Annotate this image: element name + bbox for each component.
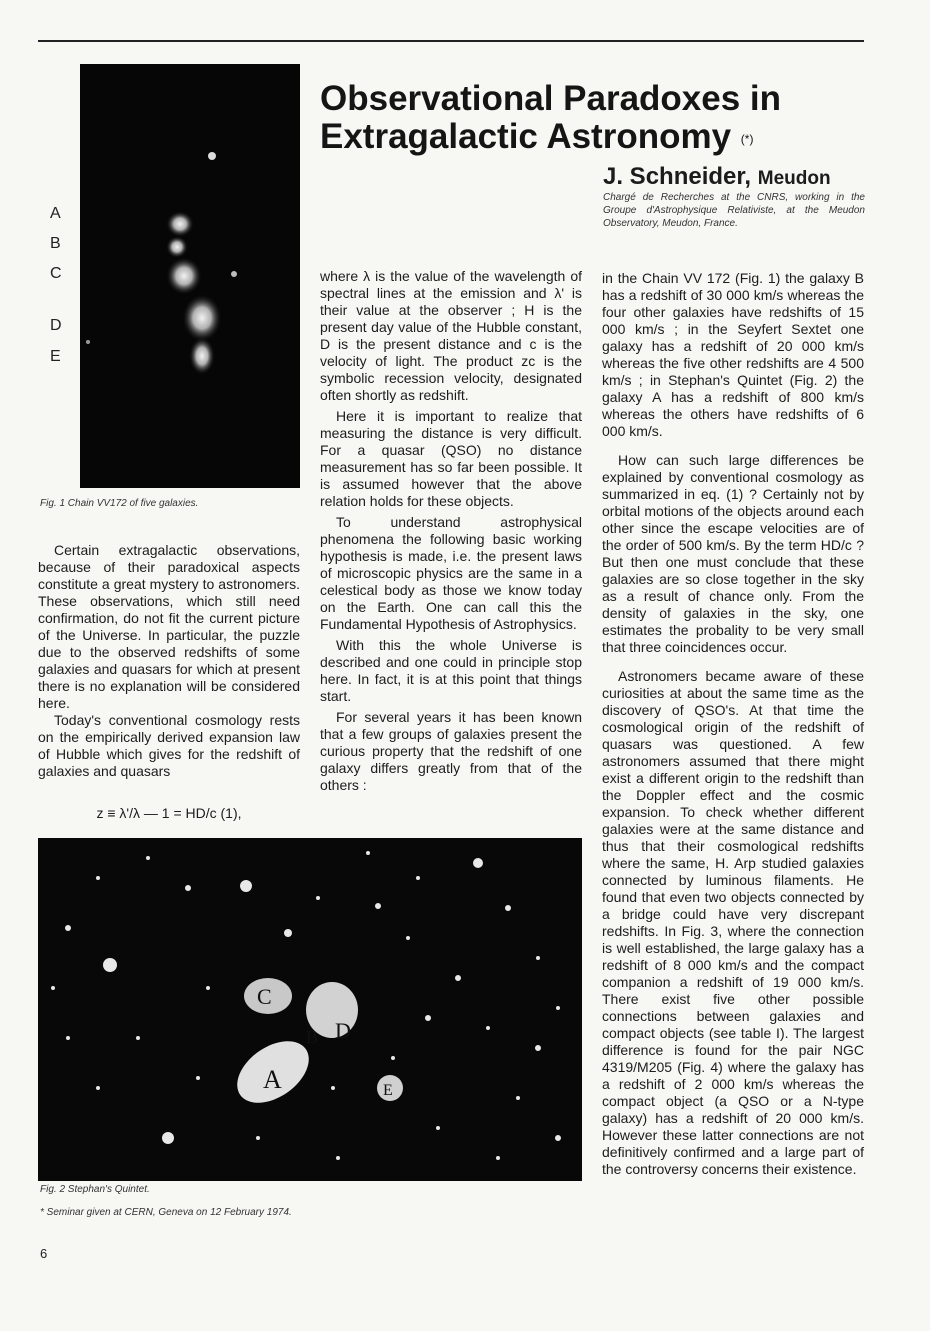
figure1-label-c: C (50, 265, 62, 282)
figure1-label-d: D (50, 317, 62, 334)
right-column (602, 270, 864, 1178)
figure2-label-c: C (257, 984, 272, 1009)
author-line (603, 163, 831, 191)
paragraph: Certain extragalactic observations, because of their paradoxical aspects constitute a great mystery to astronomers. These observations, which still need confirmation, do not fit the current picture of the Universe. In particular, the puzzle due to the observed redshifts of some galaxies and quasars for which at present there is no explanation will be considered here. (38, 542, 300, 711)
author-location: Meudon (757, 168, 831, 189)
footnote: * Seminar given at CERN, Geneva on 12 February 1974. (40, 1207, 292, 1218)
middle-column (320, 268, 582, 794)
star-field (51, 851, 561, 1160)
figure2-label-d: D (335, 1018, 351, 1043)
figure1-label-e: E (50, 348, 61, 365)
figure2-label-e: E (383, 1082, 393, 1099)
figure2-label-a: A (263, 1065, 282, 1094)
figure1-label-a: A (50, 205, 61, 222)
left-column (38, 542, 300, 780)
author-name: J. Schneider, (603, 163, 752, 190)
hubble-equation: z ≡ λ'/λ — 1 = HD/c (1), (96, 805, 242, 821)
paragraph: How can such large differences be explained by conventional cosmology as summarized in eq. (1) ? Certainly not by orbital motions of the objects around each other since the escape velocities are of the order of 500 km/s. By the term HD/c ? But then one must conclude that these galaxies are so close together in the sky as a result of chance only. From the density of galaxies in the sky, one estimates the probality to be very small that three coincidences occur. (602, 452, 864, 655)
page-number: 6 (40, 1246, 48, 1261)
figure1-caption: Fig. 1 Chain VV172 of five galaxies. (40, 498, 199, 509)
figure1-label-b: B (50, 235, 61, 252)
paragraph: With this the whole Universe is described and one could in principle stop here. In fact, it is at this point that things start. (320, 637, 582, 704)
article-title: Observational Paradoxes in Extragalactic Astronomy (*) (320, 79, 782, 156)
paragraph: in the Chain VV 172 (Fig. 1) the galaxy B has a redshift of 30 000 km/s whereas the four other galaxies have redshifts of 15 000 km/s ; in the Seyfert Sextet one galaxy has a redshift of 20 000 km/s whereas the five other redshifts are 4 500 km/s ; in Stephan's Quintet (Fig. 2) the galaxy A has a redshift of 800 km/s whereas the others have redshifts of 6 000 km/s. (602, 270, 864, 439)
paragraph: For several years it has been known that a few groups of galaxies present the curious property that the redshift of one galaxy differs greatly from that of the others : (320, 709, 582, 793)
author-affiliation: Chargé de Recherches at the CNRS, working in the Groupe d'Astrophysique Relativiste, at the Meudon Observatory, Meudon, France. (603, 192, 865, 229)
stephans-quintet-image (38, 838, 582, 1181)
figure2-label-b: B (306, 1027, 319, 1047)
paragraph: To understand astrophysical phenomena the following basic working hypothesis is made, i.e. the present laws of microscopic physics are the same in a celestical body as those we know today on the Earth. One can call this the Fundamental Hypothesis of Astrophysics. (320, 514, 582, 632)
top-rule (38, 40, 864, 42)
figure1-photo (80, 64, 300, 488)
paragraph: Here it is important to realize that measuring the distance is very difficult. For a quasar (QSO) no distance measurement has so far been possible. It is assumed however that the above relation holds for these objects. (320, 408, 582, 509)
galaxy-chain-image (80, 64, 300, 488)
figure2-photo (38, 838, 582, 1181)
title-footnote-mark: (*) (740, 132, 754, 146)
paragraph: where λ is the value of the wavelength of spectral lines at the emission and λ' is their value at the observer ; H is the present day value of the Hubble constant, D is the present distance and c is the velocity of light. The product zc is the symbolic recession velocity, designated often shortly as redshift. (320, 268, 582, 403)
figure2-caption: Fig. 2 Stephan's Quintet. (40, 1184, 150, 1195)
paragraph: Astronomers became aware of these curiosities at about the same time as the discovery of QSO's. At that time the cosmological origin of the redshift of quasars was questioned. A few astronomers assumed that there might exist a different origin to the redshift than the Doppler effect and the cosmic expansion. To check whether different galaxies were at the same distance and thus that their cosmological redshifts where the same, H. Arp studied galaxies connected by luminous filaments. He found that even two objects connected by a bridge could have very discrepant redshifts. In Fig. 3, where the connection is well established, the large galaxy has a redshift of 8 000 km/s and the compact companion a redshift of 19 000 km/s. There exist five other possible connections between galaxies and compact objects (see table I). The largest difference is found for the pair NGC 4319/M205 (Fig. 4) where the galaxy has a redshift of 2 000 km/s whereas the compact object (a QSO or a N-type galaxy) has a redshift of 20 000 km/s. However these latter connections are not definitively confirmed and a large part of the controversy concerns their existence. (602, 668, 864, 1177)
paragraph: Today's conventional cosmology rests on the empirically derived expansion law of Hubble which gives for the redshift of galaxies and quasars (38, 712, 300, 779)
